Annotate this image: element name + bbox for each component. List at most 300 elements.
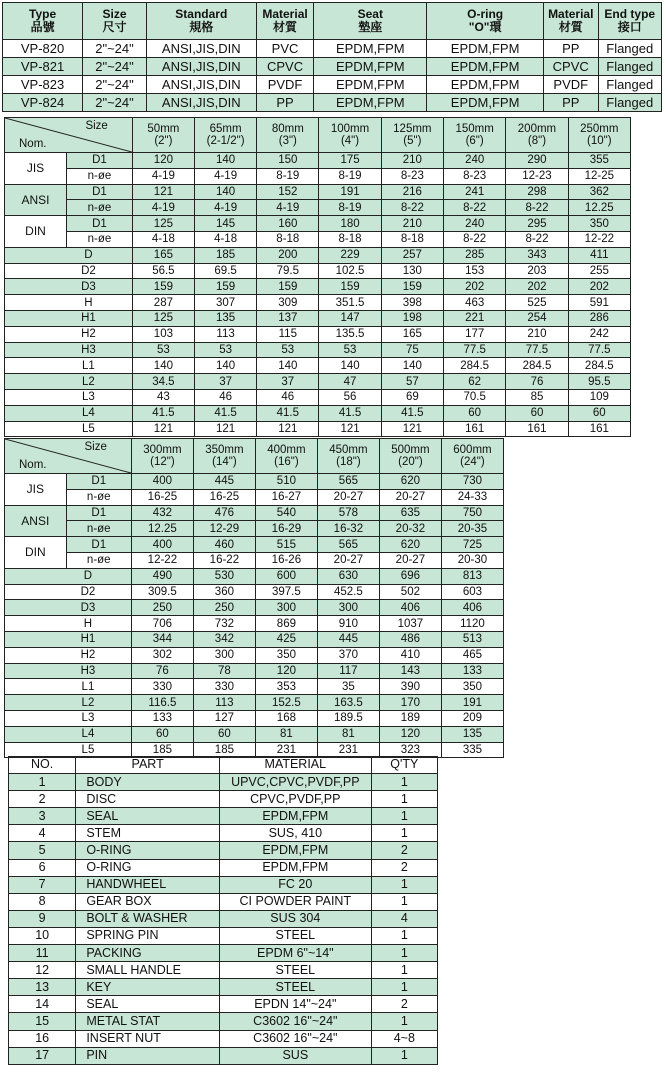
parts-cell: 17 — [9, 1047, 76, 1064]
parts-header-cell: MATERIAL — [219, 757, 371, 774]
dimension-value: 109 — [568, 389, 630, 405]
standard-sublabel: D1 — [67, 153, 133, 169]
dimension-value: 452.5 — [317, 584, 379, 600]
header-zh: 墊座 — [358, 20, 383, 34]
parts-row — [9, 1013, 438, 1030]
parts-cell: 10 — [9, 927, 76, 944]
dimension-value: 135.5 — [319, 326, 381, 342]
dimension-value: 12-29 — [193, 521, 255, 537]
model-row — [3, 58, 662, 76]
parts-cell: 13 — [9, 979, 76, 996]
parts-cell: 9 — [9, 910, 76, 927]
size-header-row — [5, 118, 631, 153]
parts-cell: 4 — [371, 910, 437, 927]
dimension-label: D2 — [5, 263, 133, 279]
dimension-value: 302 — [131, 647, 193, 663]
dimension-value: 198 — [381, 310, 443, 326]
dimension-value: 203 — [506, 263, 568, 279]
dimension-value: 254 — [506, 310, 568, 326]
dimension-label: D — [5, 247, 133, 263]
dimension-value: 95.5 — [568, 374, 630, 390]
model-cell: 2"~24" — [83, 40, 147, 58]
size-header-cell — [506, 118, 568, 153]
dimension-value: 135 — [194, 310, 256, 326]
dimension-value: 603 — [441, 584, 503, 600]
dimension-value: 231 — [317, 742, 379, 758]
size-nom-corner — [5, 439, 132, 474]
nom-label: Nom. — [19, 458, 47, 471]
dimension-value: 525 — [506, 295, 568, 311]
dimension-value: 12-25 — [568, 168, 630, 184]
dimension-value: 159 — [381, 279, 443, 295]
dimension-value: 60 — [193, 726, 255, 742]
dimension-value: 153 — [444, 263, 506, 279]
standard-sublabel: D1 — [67, 216, 133, 232]
parts-cell: 1 — [371, 876, 437, 893]
parts-row — [9, 808, 438, 825]
dimension-value: 43 — [132, 389, 194, 405]
dimension-label: L1 — [5, 679, 132, 695]
dimension-value: 191 — [441, 695, 503, 711]
dimension-value: 180 — [319, 216, 381, 232]
dimension-value: 4-19 — [257, 200, 319, 216]
dimension-value: 250 — [193, 600, 255, 616]
size-header-cell — [319, 118, 381, 153]
parts-header-cell: PART — [76, 757, 220, 774]
dimension-value: 175 — [319, 153, 381, 169]
model-cell: PVDF — [256, 76, 314, 94]
dimension-value: 46 — [257, 389, 319, 405]
dimension-value: 432 — [131, 505, 193, 521]
dimension-value: 16-29 — [255, 521, 317, 537]
parts-cell: STEEL — [219, 979, 371, 996]
size-header-cell — [381, 118, 443, 153]
dimension-value: 161 — [568, 421, 630, 437]
model-cell: PVC — [256, 40, 314, 58]
dimension-label: H — [5, 295, 133, 311]
parts-cell: 16 — [9, 1030, 76, 1047]
parts-cell: GEAR BOX — [76, 893, 220, 910]
parts-cell: 15 — [9, 1013, 76, 1030]
dimension-value: 147 — [319, 310, 381, 326]
dimension-value: 16-22 — [193, 552, 255, 568]
model-header-cell — [256, 3, 314, 40]
dimension-value: 255 — [568, 263, 630, 279]
parts-cell: O-RING — [76, 842, 220, 859]
standard-row — [5, 489, 504, 505]
model-cell: Flanged — [598, 58, 662, 76]
dimension-value: 1037 — [379, 616, 441, 632]
parts-cell: 1 — [371, 791, 437, 808]
model-cell: PP — [543, 40, 598, 58]
parts-cell: 1 — [371, 927, 437, 944]
dimension-value: 16-25 — [193, 489, 255, 505]
dimension-value: 113 — [194, 326, 256, 342]
parts-cell: 1 — [371, 893, 437, 910]
dimension-row — [5, 663, 504, 679]
dimension-value: 390 — [379, 679, 441, 695]
dimension-value: 344 — [131, 631, 193, 647]
model-header-cell — [83, 3, 147, 40]
parts-cell: 1 — [371, 945, 437, 962]
dimension-value: 133 — [131, 710, 193, 726]
dimension-value: 60 — [568, 405, 630, 421]
model-header-cell — [314, 3, 427, 40]
dimension-value: 732 — [193, 616, 255, 632]
dimension-value: 161 — [506, 421, 568, 437]
size-header-cell — [193, 439, 255, 474]
size-header-row — [5, 439, 504, 474]
dimension-value: 502 — [379, 584, 441, 600]
model-cell: EPDM,FPM — [314, 76, 427, 94]
model-table — [2, 2, 662, 112]
header-zh: 材質 — [558, 20, 583, 34]
parts-cell: 4~8 — [371, 1030, 437, 1047]
size-mm: 80mm — [271, 122, 304, 135]
dimension-value: 490 — [131, 568, 193, 584]
dimension-row — [5, 295, 631, 311]
dimension-value: 343 — [506, 247, 568, 263]
dimension-value: 12-23 — [506, 168, 568, 184]
dimension-value: 103 — [132, 326, 194, 342]
dimension-value: 69 — [381, 389, 443, 405]
dimension-value: 189.5 — [317, 710, 379, 726]
dimension-value: 185 — [194, 247, 256, 263]
dimension-value: 486 — [379, 631, 441, 647]
standard-sublabel: D1 — [66, 474, 131, 490]
dimension-value: 81 — [255, 726, 317, 742]
dimension-value: 298 — [506, 184, 568, 200]
dimension-value: 79.5 — [257, 263, 319, 279]
dimension-label: L2 — [5, 695, 132, 711]
dimension-value: 78 — [193, 663, 255, 679]
dimension-value: 20-30 — [441, 552, 503, 568]
dimension-value: 37 — [194, 374, 256, 390]
nom-label: Nom. — [19, 137, 47, 150]
dimension-value: 510 — [255, 474, 317, 490]
dimension-value: 20-27 — [317, 489, 379, 505]
dimension-label: H2 — [5, 326, 133, 342]
dimension-value: 231 — [255, 742, 317, 758]
dimension-value: 725 — [441, 537, 503, 553]
dimension-value: 513 — [441, 631, 503, 647]
dimension-value: 8-19 — [319, 168, 381, 184]
dimension-value: 630 — [317, 568, 379, 584]
dimension-value: 37 — [257, 374, 319, 390]
dimension-value: 4-19 — [194, 200, 256, 216]
parts-row — [9, 1030, 438, 1047]
dimension-value: 300 — [317, 600, 379, 616]
dimension-value: 121 — [319, 421, 381, 437]
parts-cell: EPDN 14"~24" — [219, 996, 371, 1013]
dimension-value: 102.5 — [319, 263, 381, 279]
size-mm: 350mm — [205, 443, 244, 456]
parts-cell: 1 — [371, 1013, 437, 1030]
dimension-value: 120 — [379, 726, 441, 742]
header-en: Seat — [357, 7, 383, 22]
dimension-value: 20-35 — [441, 521, 503, 537]
dimension-value: 290 — [506, 153, 568, 169]
dimension-value: 113 — [193, 695, 255, 711]
dimension-value: 8-18 — [319, 231, 381, 247]
dimension-value: 635 — [379, 505, 441, 521]
dimension-value: 200 — [257, 247, 319, 263]
dimension-value: 137 — [257, 310, 319, 326]
dimension-value: 140 — [194, 184, 256, 200]
dimension-value: 189 — [379, 710, 441, 726]
model-cell: ANSI,JIS,DIN — [146, 94, 256, 112]
dimension-value: 145 — [194, 216, 256, 232]
standard-sublabel: n-øe — [67, 231, 133, 247]
dimension-value: 165 — [381, 326, 443, 342]
dimension-value: 130 — [381, 263, 443, 279]
dimension-value: 445 — [193, 474, 255, 490]
header-zh: 接口 — [617, 20, 642, 34]
parts-cell: 1 — [371, 808, 437, 825]
dimension-value: 60 — [131, 726, 193, 742]
parts-cell: DISC — [76, 791, 220, 808]
dimension-value: 620 — [379, 474, 441, 490]
header-en: Type — [29, 7, 57, 22]
dimension-row — [5, 647, 504, 663]
size-mm: 200mm — [517, 122, 557, 135]
model-cell: CPVC — [256, 58, 314, 76]
dimension-value: 170 — [379, 695, 441, 711]
dimension-value: 16-27 — [255, 489, 317, 505]
standard-sublabel: n-øe — [66, 489, 131, 505]
size-inch: (2") — [154, 135, 173, 147]
dimension-value: 330 — [131, 679, 193, 695]
parts-cell: EPDM,FPM — [219, 859, 371, 876]
dimension-value: 370 — [317, 647, 379, 663]
parts-cell: 11 — [9, 945, 76, 962]
header-en: O-ring — [467, 7, 504, 22]
dimension-value: 400 — [131, 474, 193, 490]
dimension-value: 85 — [506, 389, 568, 405]
dimension-value: 53 — [132, 342, 194, 358]
dimension-value: 8-22 — [444, 200, 506, 216]
parts-header-cell: NO. — [9, 757, 76, 774]
header-zh: 規格 — [189, 20, 214, 34]
parts-cell: STEEL — [219, 927, 371, 944]
dimension-value: 16-26 — [255, 552, 317, 568]
parts-cell: EPDM,FPM — [219, 808, 371, 825]
dimension-label: H3 — [5, 342, 133, 358]
size-inch: (12") — [150, 456, 175, 468]
parts-cell: PIN — [76, 1047, 220, 1064]
header-zh: 材質 — [273, 20, 298, 34]
dimension-value: 53 — [194, 342, 256, 358]
header-en: Material — [262, 7, 308, 22]
dimension-value: 56.5 — [132, 263, 194, 279]
dimension-value: 210 — [381, 153, 443, 169]
dimension-value: 286 — [568, 310, 630, 326]
dimension-value: 121 — [132, 184, 194, 200]
standard-row — [5, 153, 631, 169]
size-header-cell — [257, 118, 319, 153]
dimension-value: 121 — [257, 421, 319, 437]
dimension-value: 397.5 — [255, 584, 317, 600]
parts-cell: 1 — [371, 774, 437, 791]
dimension-value: 476 — [193, 505, 255, 521]
dimension-value: 20-32 — [379, 521, 441, 537]
dimension-value: 56 — [319, 389, 381, 405]
dimension-label: H1 — [5, 631, 132, 647]
size-inch: (16") — [274, 456, 299, 468]
parts-cell: SMALL HANDLE — [76, 962, 220, 979]
model-cell: VP-823 — [3, 76, 83, 94]
dimension-row — [5, 710, 504, 726]
size-nom-corner — [5, 118, 133, 153]
dimension-value: 285 — [444, 247, 506, 263]
dimension-row — [5, 695, 504, 711]
dimension-value: 135 — [441, 726, 503, 742]
dimension-value: 41.5 — [194, 405, 256, 421]
model-cell: ANSI,JIS,DIN — [146, 40, 256, 58]
dimension-value: 159 — [194, 279, 256, 295]
dimension-value: 81 — [317, 726, 379, 742]
dimension-value: 115 — [257, 326, 319, 342]
dimension-value: 696 — [379, 568, 441, 584]
size-inch: (8") — [527, 135, 547, 147]
standard-row — [5, 216, 631, 232]
parts-cell: 2 — [9, 791, 76, 808]
dimension-value: 445 — [317, 631, 379, 647]
dimension-value: 120 — [255, 663, 317, 679]
dimension-value: 150 — [257, 153, 319, 169]
dimension-value: 8-22 — [506, 200, 568, 216]
dimension-value: 41.5 — [319, 405, 381, 421]
dimension-value: 161 — [444, 421, 506, 437]
parts-cell: BOLT & WASHER — [76, 910, 220, 927]
dimension-value: 813 — [441, 568, 503, 584]
dimension-value: 530 — [193, 568, 255, 584]
dimension-value: 152 — [257, 184, 319, 200]
dimension-value: 400 — [131, 537, 193, 553]
model-cell: ANSI,JIS,DIN — [146, 58, 256, 76]
dimension-value: 257 — [381, 247, 443, 263]
size-inch: (4") — [340, 135, 360, 147]
dimension-value: 24-33 — [441, 489, 503, 505]
size-label: Size — [84, 441, 107, 453]
parts-row — [9, 962, 438, 979]
header-en: Standard — [175, 7, 228, 22]
parts-row — [9, 945, 438, 962]
dimension-value: 229 — [319, 247, 381, 263]
dimension-label: L5 — [5, 742, 132, 758]
dimension-value: 8-23 — [381, 168, 443, 184]
parts-table — [8, 756, 438, 1065]
dimension-value: 241 — [444, 184, 506, 200]
dimension-value: 8-22 — [444, 231, 506, 247]
dimension-value: 47 — [319, 374, 381, 390]
dimension-value: 140 — [319, 358, 381, 374]
header-zh: "O"環 — [468, 20, 502, 34]
dimension-value: 16-25 — [131, 489, 193, 505]
dimension-value: 362 — [568, 184, 630, 200]
parts-cell: EPDM 6"~14" — [219, 945, 371, 962]
standard-name: ANSI — [5, 505, 67, 537]
model-cell: EPDM,FPM — [314, 40, 427, 58]
model-cell: EPDM,FPM — [314, 58, 427, 76]
dimension-value: 216 — [381, 184, 443, 200]
dimension-value: 591 — [568, 295, 630, 311]
parts-cell: SEAL — [76, 808, 220, 825]
size-inch: (20") — [398, 456, 423, 468]
dimension-value: 121 — [194, 421, 256, 437]
dimension-label: D3 — [5, 279, 133, 295]
parts-cell: 1 — [371, 979, 437, 996]
dimension-value: 463 — [444, 295, 506, 311]
size-header-cell — [131, 439, 193, 474]
model-header-cell — [146, 3, 256, 40]
standard-row — [5, 474, 504, 490]
dimension-value: 410 — [379, 647, 441, 663]
size-mm: 150mm — [455, 122, 494, 135]
dimension-value: 57 — [381, 374, 443, 390]
parts-cell: SUS 304 — [219, 910, 371, 927]
dimension-value: 4-19 — [194, 168, 256, 184]
parts-cell: 5 — [9, 842, 76, 859]
header-en: Material — [548, 7, 594, 22]
dimension-row — [5, 247, 631, 263]
parts-cell: SEAL — [76, 996, 220, 1013]
dimension-row — [5, 679, 504, 695]
size-header-cell — [132, 118, 194, 153]
header-zh: 品號 — [30, 20, 55, 34]
dimension-value: 335 — [441, 742, 503, 758]
dimension-value: 35 — [317, 679, 379, 695]
dimension-value: 4-19 — [132, 168, 194, 184]
model-cell: VP-824 — [3, 94, 83, 112]
dimension-value: 221 — [444, 310, 506, 326]
standard-sublabel: n-øe — [67, 168, 133, 184]
parts-cell: SUS, 410 — [219, 825, 371, 842]
standard-name: JIS — [5, 153, 67, 185]
parts-cell: 2 — [371, 842, 437, 859]
parts-row — [9, 791, 438, 808]
standard-row — [5, 521, 504, 537]
size-inch: (2-1/2") — [206, 135, 245, 147]
dimension-value: 152.5 — [255, 695, 317, 711]
size-inch: (24") — [460, 456, 485, 468]
dimension-value: 8-18 — [257, 231, 319, 247]
dimension-value: 163.5 — [317, 695, 379, 711]
parts-cell: 6 — [9, 859, 76, 876]
dimension-value: 177 — [444, 326, 506, 342]
dimension-value: 350 — [568, 216, 630, 232]
parts-cell: 2 — [371, 996, 437, 1013]
dimension-value: 295 — [506, 216, 568, 232]
parts-cell: 14 — [9, 996, 76, 1013]
dimension-value: 140 — [257, 358, 319, 374]
dimension-value: 125 — [132, 310, 194, 326]
size-inch: (18") — [336, 456, 361, 468]
standard-name: ANSI — [5, 184, 67, 216]
dimension-value: 620 — [379, 537, 441, 553]
dimension-value: 209 — [441, 710, 503, 726]
dimension-row — [5, 389, 631, 405]
dimension-value: 706 — [131, 616, 193, 632]
parts-cell: STEM — [76, 825, 220, 842]
standard-sublabel: n-øe — [67, 200, 133, 216]
dimension-value: 77.5 — [568, 342, 630, 358]
standard-row — [5, 184, 631, 200]
header-en: End type — [604, 7, 656, 22]
dimension-value: 8-23 — [444, 168, 506, 184]
dimension-value: 342 — [193, 631, 255, 647]
dimension-value: 284.5 — [444, 358, 506, 374]
